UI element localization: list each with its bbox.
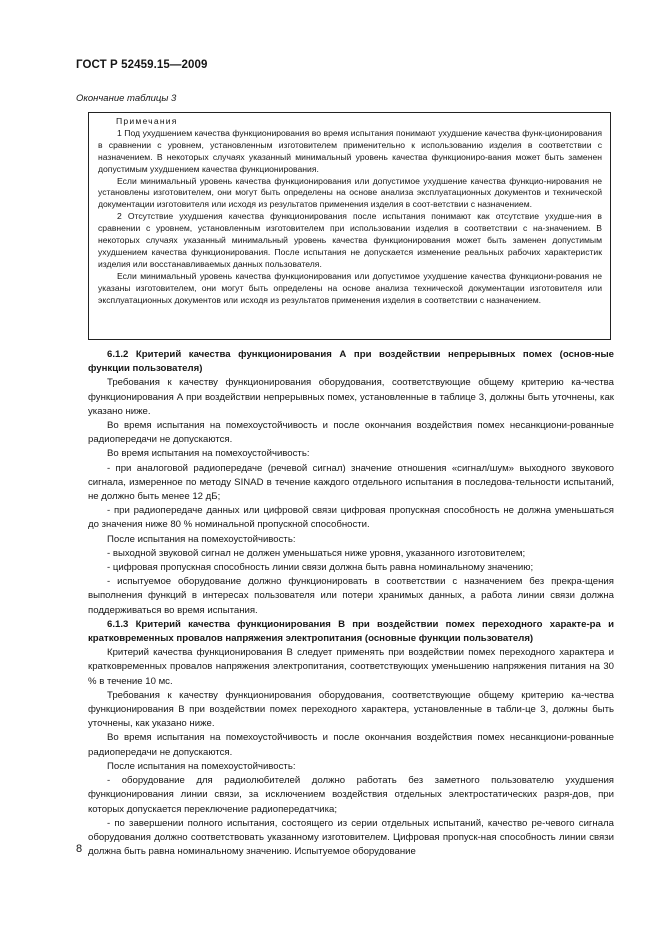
body-text	[88, 348, 614, 859]
section-heading-6-1-3: 6.1.3 Критерий качества функционирования В при воздействии помех переходного характе-ра и кратковременных провалов напряжения электропитания (основные функции пользователя)	[88, 618, 614, 645]
note-paragraph: Если минимальный уровень качества функционирования или допустимое ухудшение качества функциони-рования не указаны изготовителем, они могут быть определены на основе анализа технической документации изготовителя или эксплуатационных документов или исходя из результатов применения изделия в соответствии с назначением.	[98, 270, 602, 305]
paragraph: Во время испытания на помехоустойчивость:	[107, 448, 310, 460]
paragraph: Во время испытания на помехоустойчивость и после окончания воздействия помех несанкциони-рованные радиопередачи не допускаются.	[88, 420, 614, 446]
list-item: - испытуемое оборудование должно функционировать в соответствии с назначением без прекра-щения выполнения функций в интересах пользователя или потери хранимых данных, а работа линии связи должна поддерживаться во время испытания.	[88, 576, 614, 616]
list-item: - цифровая пропускная способность линии связи должна быть равна номинальному значению;	[107, 562, 534, 574]
page-number: 8	[76, 843, 83, 855]
paragraph: Критерий качества функционирования В следует применять при воздействии помех переходного характера и кратковременных провалов напряжения электропитания, соответствующих уменьшению напряжения питания на 30 % в течение 10 мс.	[88, 647, 614, 687]
note-paragraph: Если минимальный уровень качества функционирования или допустимое ухудшение качества функцио-нирования не установлены изготовителем, они могут быть определены на основе анализа эксплуатационных документов и технической документации изготовителя или исходя из результатов применения изделия в соот-ветствии с назначением.	[98, 175, 602, 210]
list-item: - при аналоговой радиопередаче (речевой сигнал) значение отношения «сигнал/шум» выходного звукового сигнала, измеренное по методу SINAD в течение каждого отдельного испытания в последова-тельности испытаний, не должно быть менее 12 дБ;	[88, 462, 614, 503]
list-item: - по завершении полного испытания, состоящего из серии отдельных испытаний, качество ре-чевого сигнала оборудования должно соответствовать указанному изготовителем. Цифровая пропуск-ная способность линии связи должна быть равна номинальному значению. Испытуемое оборудование	[88, 817, 614, 858]
paragraph: После испытания на помехоустойчивость:	[107, 760, 296, 772]
list-item: - при радиопередаче данных или цифровой связи цифровая пропускная способность не должна уменьшаться до значения ниже 80 % номинальной пропускной способности.	[88, 505, 614, 531]
table-caption: Окончание таблицы 3	[76, 93, 177, 104]
note-paragraph: 2 Отсутствие ухудшения качества функционирования после испытания понимают как отсутствие ухудше-ния в сравнении с уровнем, установленным изготовителем при использовании изделия в соответствии с на-значением. В некоторых случаях указанный минимальный уровень качества функционирования может быть заменен допустимым ухудшением качества функционирования. После испытания не допускается изменение реальных рабочих характеристик изделия или восстанавливаемых данных пользователя.	[98, 211, 602, 269]
notes-box	[88, 112, 611, 340]
paragraph: Требования к качеству функционирования оборудования, соответствующие общему критерию ка-чества функционирования В при воздействии помех переходного характера, установленные в табли-це 3, должны быть уточнены, как указано ниже.	[88, 689, 614, 730]
list-item: - оборудование для радиолюбителей должно работать без заметного пользователю ухудшения функционирования линии связи, за исключением воздействия отдельных электростатических разря-дов, при которых допускается переключение радиопередатчика;	[88, 775, 614, 815]
document-header: ГОСТ Р 52459.15—2009	[76, 59, 208, 71]
paragraph: Во время испытания на помехоустойчивость и после окончания воздействия помех несанкциони-рованные радиопередачи не допускаются.	[88, 732, 614, 758]
note-paragraph: 1 Под ухудшением качества функционирования во время испытания понимают ухудшение качества функ-ционирования в сравнении с уровнем, установленным изготовителем применительно к использованию изделия в соответствии с назначением. В некоторых случаях указанный минимальный уровень качества функциониро-вания может быть заменен допустимым ухудшением качества функционирования.	[98, 127, 602, 174]
paragraph: Требования к качеству функционирования оборудования, соответствующие общему критерию ка-чества функционирования А при воздействии непрерывных помех, установленные в таблице 3, должны быть уточнены, как указано ниже.	[88, 377, 614, 417]
notes-title: Примечания	[116, 116, 178, 126]
paragraph: После испытания на помехоустойчивость:	[107, 533, 296, 545]
section-heading-6-1-2: 6.1.2 Критерий качества функционирования А при воздействии непрерывных помех (основ-ные функции пользователя)	[88, 349, 614, 375]
list-item: - выходной звуковой сигнал не должен уменьшаться ниже уровня, указанного изготовителем;	[107, 547, 526, 559]
